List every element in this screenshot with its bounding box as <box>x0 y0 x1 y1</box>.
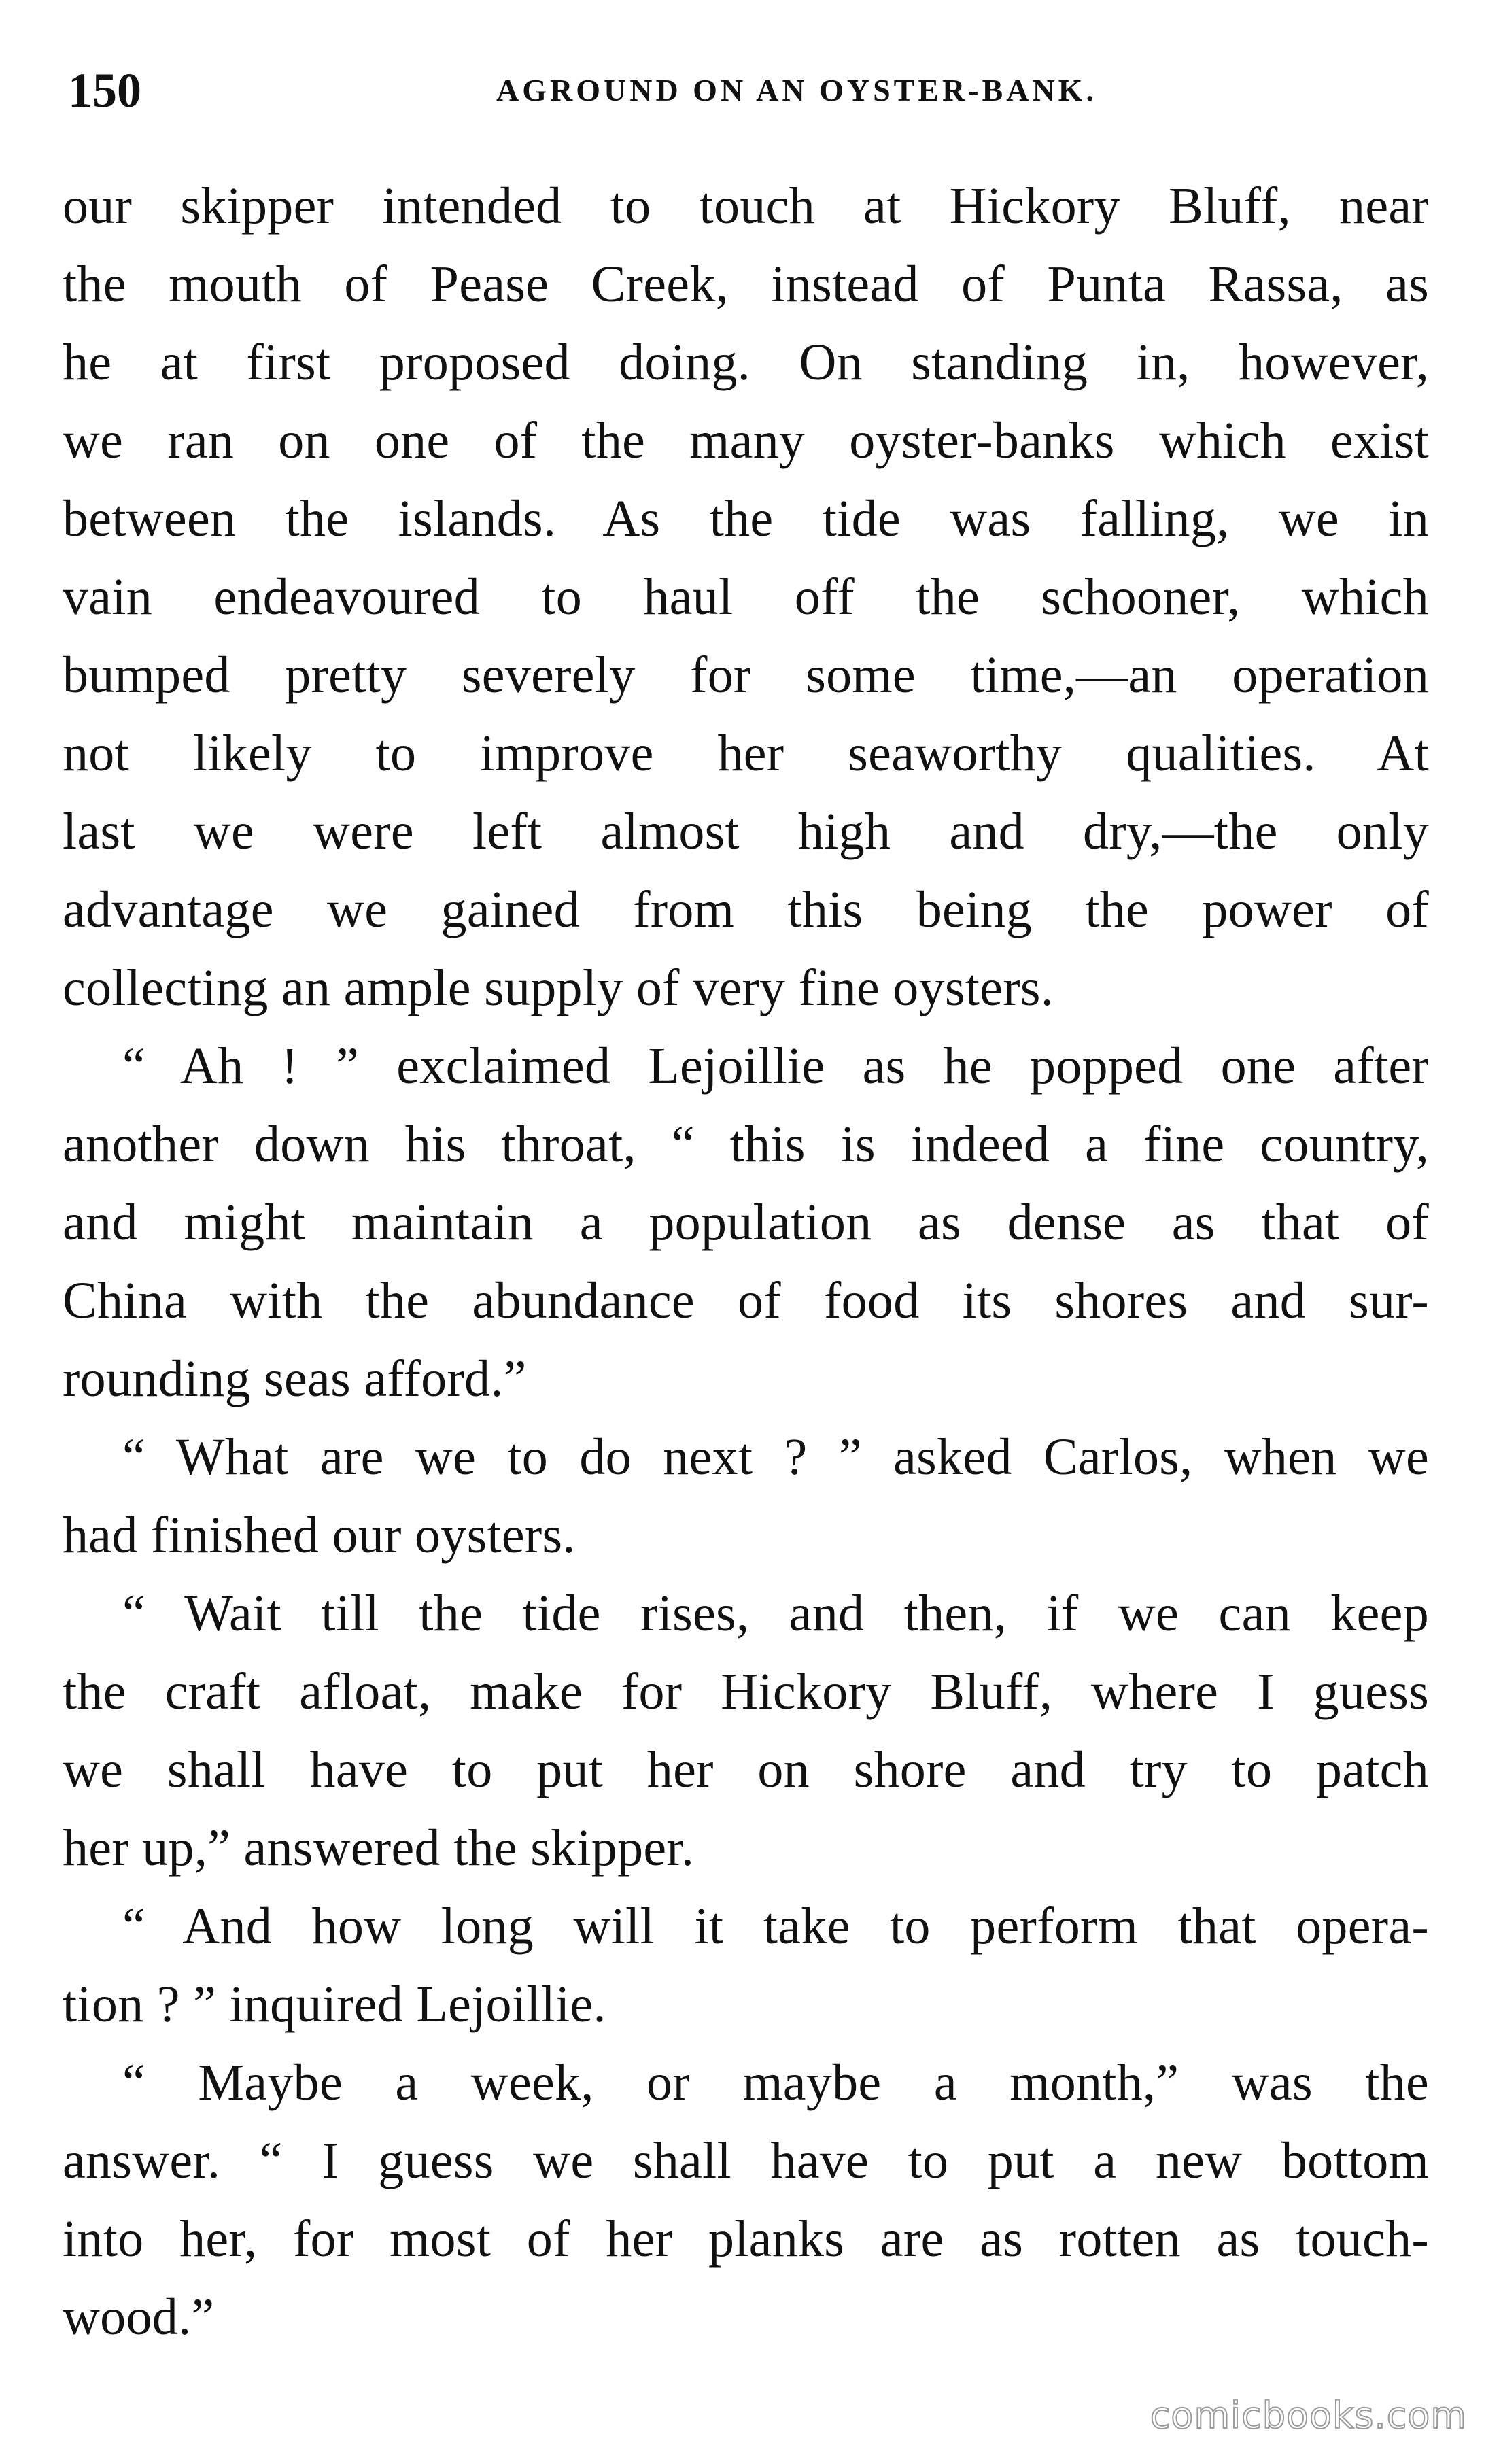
paragraph-4 <box>63 1575 1429 1887</box>
paragraph-5 <box>63 1887 1429 2044</box>
text-line: “ What are we to do next ? ” asked Carlos, when we <box>122 1428 1429 1486</box>
text-line: he at first proposed doing. On standing in, however, <box>63 334 1429 391</box>
text-line: the craft afloat, make for Hickory Bluff, where I guess <box>63 1663 1429 1720</box>
text-line: not likely to improve her seaworthy qualities. At <box>63 725 1429 782</box>
text-line: tion ? ” inquired Lejoillie. <box>63 1976 606 2033</box>
text-line: between the islands. As the tide was falling, we in <box>63 490 1429 547</box>
text-line: last we were left almost high and dry,—the only <box>63 803 1429 860</box>
text-line: wood.” <box>63 2289 215 2346</box>
text-line: advantage we gained from this being the power of <box>63 881 1429 938</box>
text-line: answer. “ I guess we shall have to put a new bottom <box>63 2132 1429 2189</box>
page-header <box>63 53 1429 128</box>
body-text <box>63 167 1429 2357</box>
page-number: 150 <box>68 63 141 118</box>
text-line: bumped pretty severely for some time,—an operation <box>63 647 1429 704</box>
text-line: her up,” answered the skipper. <box>63 1819 695 1877</box>
text-line: “ Maybe a week, or maybe a month,” was the <box>122 2054 1429 2111</box>
paragraph-1 <box>63 167 1429 1027</box>
text-line: our skipper intended to touch at Hickory Bluff, near <box>63 177 1429 235</box>
text-line: into her, for most of her planks are as rotten as touch- <box>63 2210 1429 2268</box>
text-line: had finished our oysters. <box>63 1507 576 1564</box>
running-head: AGROUND ON AN OYSTER-BANK. <box>496 73 1097 107</box>
text-line: another down his throat, “ this is indeed a fine country, <box>63 1116 1429 1173</box>
text-line: we ran on one of the many oyster-banks which exist <box>63 412 1429 469</box>
text-line: collecting an ample supply of very fine oysters. <box>63 959 1054 1016</box>
text-line: China with the abundance of food its shores and sur- <box>63 1272 1429 1329</box>
text-line: “ Wait till the tide rises, and then, if we can keep <box>122 1585 1429 1642</box>
paragraph-3 <box>63 1418 1429 1575</box>
text-line: the mouth of Pease Creek, instead of Punta Rassa, as <box>63 256 1429 313</box>
watermark: comicbooks.com <box>1150 2394 1467 2437</box>
text-line: rounding seas afford.” <box>63 1350 527 1407</box>
text-line: and might maintain a population as dense as that of <box>63 1194 1429 1251</box>
paragraph-6 <box>63 2044 1429 2357</box>
paragraph-2 <box>63 1027 1429 1418</box>
text-line: vain endeavoured to haul off the schooner, which <box>63 568 1429 626</box>
text-line: “ Ah ! ” exclaimed Lejoillie as he popped one after <box>122 1038 1429 1095</box>
text-line: we shall have to put her on shore and try to patch <box>63 1741 1429 1798</box>
text-line: “ And how long will it take to perform that opera- <box>122 1898 1429 1955</box>
